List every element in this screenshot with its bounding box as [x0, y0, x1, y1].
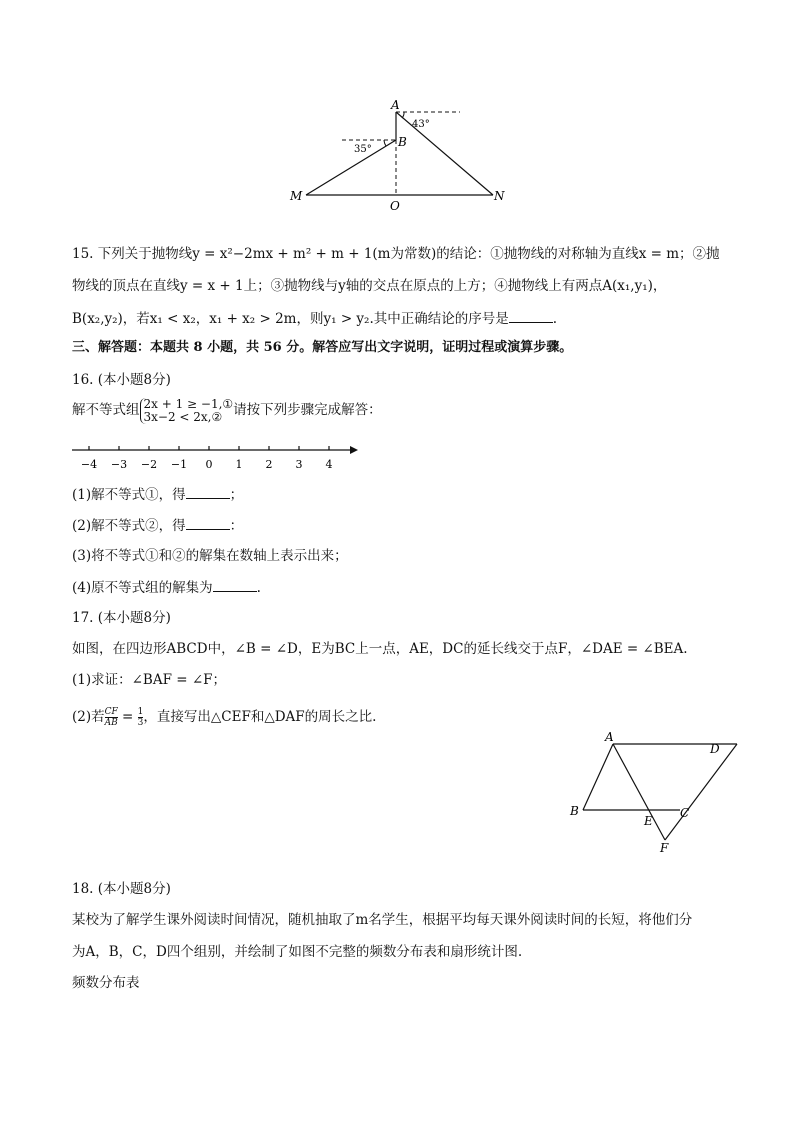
q16-header: 16. (本小题8分): [72, 372, 171, 388]
answer-blank-2[interactable]: [186, 516, 230, 530]
q17-part-2: [72, 703, 376, 731]
tick-label: −3: [110, 458, 128, 471]
q16-step-2-text: (2)解不等式②，得: [72, 518, 186, 534]
label-b: B: [398, 135, 407, 149]
fraction-cf-ab: [105, 707, 118, 728]
q18-line-1: 某校为了解学生课外阅读时间情况，随机抽取了m名学生，根据平均每天课外阅读时间的长短，将他们分: [72, 912, 693, 928]
q16-step-3: (3)将不等式①和②的解集在数轴上表示出来；: [72, 548, 348, 564]
label-b-q17: B: [570, 804, 579, 818]
q16-step-1: [72, 485, 243, 504]
q15-line-2: 物线的顶点在直线y = x + 1上；③抛物线与y轴的交点在原点的上方；④抛物线上有两点A(x₁,y₁)，: [72, 278, 667, 294]
answer-blank[interactable]: [509, 309, 553, 323]
label-a: A: [391, 98, 400, 112]
tick-label: 0: [205, 458, 213, 471]
q15-line-3: [72, 309, 557, 328]
q15-line-3-end: .: [552, 311, 558, 327]
q17-text: 如图，在四边形ABCD中，∠B = ∠D，E为BC上一点，AE，DC的延长线交于点F，∠DAE = ∠BEA.: [72, 641, 688, 657]
fraction2-numerator: 1: [137, 707, 144, 717]
q17-header: 17. (本小题8分): [72, 610, 171, 626]
q16-intro-pre: 解不等式组: [72, 402, 140, 418]
inequality-2: 3x−2 < 2x,②: [143, 409, 223, 424]
label-e-q17: E: [644, 814, 653, 828]
angle-43-label: 43°: [412, 119, 430, 130]
answer-blank-1[interactable]: [186, 485, 230, 499]
q16-step-1-end: ；: [229, 487, 244, 503]
q18-line-2: 为A，B，C，D四个组别，并绘制了如图不完整的频数分布表和扇形统计图.: [72, 944, 523, 960]
q16-step-2-end: ：: [229, 518, 244, 534]
fraction-denominator: AB: [104, 718, 118, 728]
tick-label: 1: [235, 458, 243, 471]
fraction-numerator: CF: [104, 707, 118, 717]
section-3-header: 三、解答题：本题共 8 小题，共 56 分。解答应写出文字说明，证明过程或演算步骤。: [72, 340, 573, 355]
number-line: [72, 440, 362, 474]
tick-label: 3: [295, 458, 303, 471]
angle-35-label: 35°: [354, 144, 372, 155]
q15-line-1: 15. 下列关于抛物线y = x²−2mx + m² + m + 1(m为常数)的结论：①抛物线的对称轴为直线x = m；②抛: [72, 246, 720, 262]
label-o: O: [390, 199, 400, 213]
tick-label: 2: [265, 458, 273, 471]
label-f-q17: F: [660, 841, 669, 855]
tick-label: −4: [80, 458, 98, 471]
quadrilateral-figure-q17: [560, 730, 740, 855]
inequality-1: 2x + 1 ≥ −1,①: [143, 396, 234, 411]
answer-blank-4[interactable]: [213, 578, 257, 592]
q16-step-1-text: (1)解不等式①，得: [72, 487, 186, 503]
inequality-system: [140, 398, 234, 424]
q16-step-4-end: .: [256, 580, 261, 596]
label-m: M: [290, 189, 303, 203]
label-c-q17: C: [680, 806, 690, 820]
q15-line-3-text: B(x₂,y₂)，若x₁ < x₂，x₁ + x₂ > 2m，则y₁ > y₂.其中正确结论的序号是: [72, 311, 509, 327]
label-n: N: [494, 189, 505, 203]
q18-header: 18. (本小题8分): [72, 881, 171, 897]
q17-part-2-pre: (2)若: [72, 709, 105, 725]
q16-intro: [72, 397, 382, 427]
triangle-figure-q14: [280, 92, 510, 217]
q18-table-caption: 频数分布表: [72, 975, 140, 991]
q16-step-2: [72, 516, 243, 535]
label-a-q17: A: [605, 730, 614, 744]
tick-label: 4: [325, 458, 333, 471]
tick-label: −2: [140, 458, 158, 471]
q16-step-4-text: (4)原不等式组的解集为: [72, 580, 213, 596]
q16-step-4: [72, 578, 261, 597]
label-d-q17: D: [710, 742, 720, 756]
tick-label: −1: [170, 458, 188, 471]
q16-intro-post: 请按下列步骤完成解答：: [233, 402, 382, 418]
fraction2-denominator: 3: [137, 718, 144, 728]
q17-part-1: (1)求证：∠BAF = ∠F；: [72, 672, 227, 688]
equals-sign: =: [117, 709, 138, 725]
q17-part-2-post: ，直接写出△CEF和△DAF的周长之比.: [143, 709, 377, 725]
